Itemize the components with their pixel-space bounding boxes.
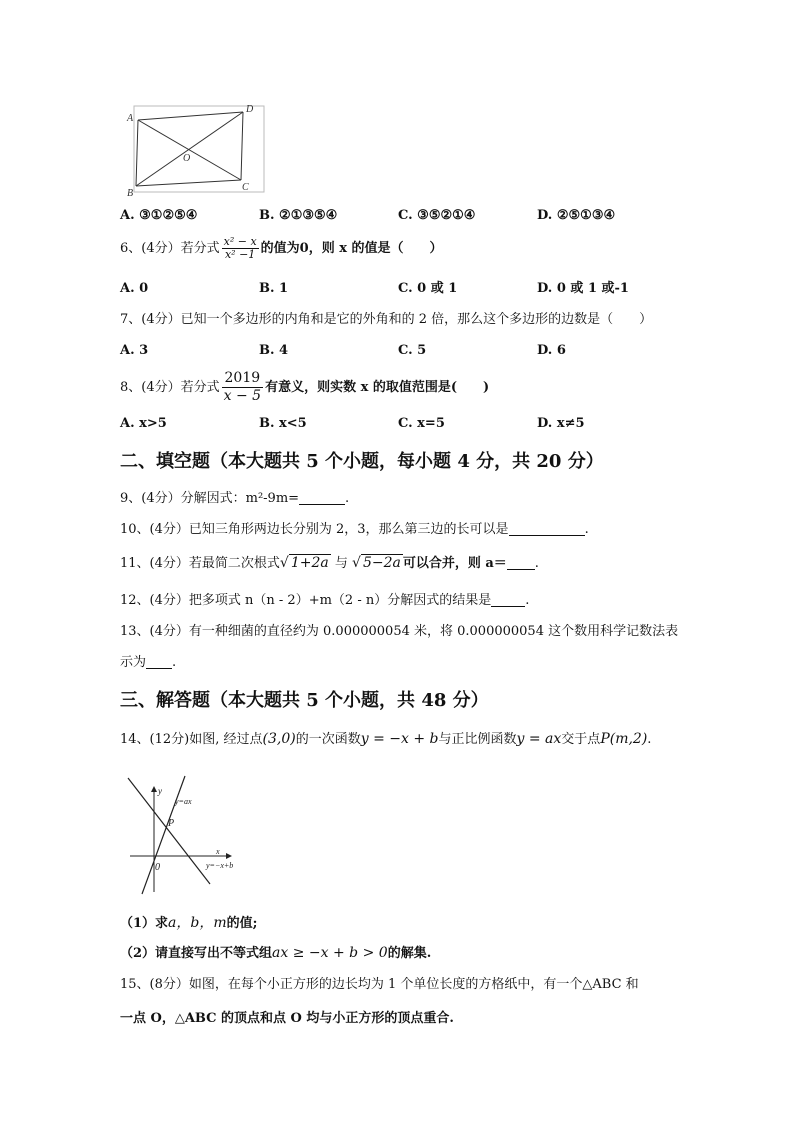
label-o: O — [183, 153, 191, 164]
q11-radicand-1: 1+2a — [290, 555, 329, 571]
label-c: C — [242, 182, 249, 193]
q14-point-p: P(m,2) — [600, 731, 648, 747]
q14-linear-function: y = −x + b — [360, 731, 439, 747]
graph-label-origin: 0 — [155, 862, 160, 873]
q5-option-c: C. ③⑤②①④ — [398, 208, 476, 223]
question-6 — [120, 236, 443, 261]
q12-end: . — [525, 593, 530, 608]
parallelogram-figure — [120, 100, 270, 200]
question-7: 7、(4分）已知一个多边形的内角和是它的外角和的 2 倍，那么这个多边形的边数是（ ） — [120, 312, 653, 327]
q11-radical-1: √ 1+2a — [279, 555, 329, 571]
q5-option-a: A. ③①②⑤④ — [120, 208, 198, 223]
q8-suffix: 有意义，则实数 x 的取值范围是( ) — [265, 380, 490, 395]
side-ba — [136, 120, 138, 186]
question-11 — [120, 554, 539, 573]
q6-prefix: 6、(4分）若分式 — [120, 241, 220, 256]
q14-sub1-vars: a，b，m — [168, 915, 227, 931]
q9-text: 9、(4分）分解因式：m²-9m= — [120, 491, 300, 506]
question-15-line-2: 一点 O，△ABC 的顶点和点 O 均与小正方形的顶点重合. — [120, 1011, 454, 1026]
q7-option-d: D. 6 — [537, 343, 566, 358]
q6-fraction — [222, 236, 259, 261]
q13-answer-blank — [146, 654, 172, 669]
q13-end: . — [172, 655, 177, 670]
q9-end: . — [345, 491, 350, 506]
label-b: B — [127, 188, 134, 199]
graph-label-x: x — [216, 847, 220, 856]
q14-part-3: 的一次函数 — [295, 732, 361, 747]
graph-label-y: y — [158, 786, 162, 796]
q10-answer-blank — [509, 521, 585, 536]
q14-sub2-inequality: ax ≥ −x + b > 0 — [272, 945, 388, 961]
q6-option-d: D. 0 或 1 或-1 — [537, 281, 629, 296]
x-axis-arrow — [226, 853, 232, 859]
q11-suffix: 可以合并，则 a＝ — [402, 556, 507, 571]
q7-option-c: C. 5 — [398, 343, 427, 358]
q6-denominator: x² −1 — [224, 248, 256, 261]
q6-option-a: A. 0 — [120, 281, 149, 296]
q11-mid: 与 — [334, 556, 348, 571]
question-13-line-2 — [120, 654, 176, 672]
q8-option-b: B. x<5 — [259, 416, 307, 431]
q14-sub1-c: 的值; — [226, 916, 258, 931]
y-axis-arrow — [151, 786, 157, 792]
q6-numerator: x² − x — [223, 235, 257, 248]
q11-end: . — [534, 556, 539, 571]
q8-option-a: A. x>5 — [120, 416, 167, 431]
q8-denominator: x − 5 — [223, 388, 262, 404]
diagonal-bd — [136, 112, 243, 186]
label-a: A — [127, 113, 134, 124]
q11-radicand-2: 5−2a — [362, 555, 401, 571]
question-13-line-1: 13、(4分）有一种细菌的直径约为 0.000000054 米，将 0.000000054 这个数用科学记数法表 — [120, 624, 679, 639]
line-y-neg-x-plus-b — [128, 778, 210, 884]
question-14 — [120, 730, 651, 749]
q12-text: 12、(4分）把多项式 n（n - 2）+m（2 - n）分解因式的结果是 — [120, 593, 492, 608]
q11-answer-blank — [507, 555, 535, 570]
line-y-ax — [142, 776, 185, 894]
graph-label-line2: y=−x+b — [206, 861, 234, 870]
q8-option-c: C. x=5 — [398, 416, 445, 431]
question-8 — [120, 370, 489, 405]
question-10 — [120, 521, 589, 539]
graph-label-p: P — [168, 818, 175, 829]
q13-line-2-text: 示为 — [120, 655, 147, 670]
q14-part-7: 交于点 — [561, 732, 601, 747]
question-14-sub-1 — [120, 914, 257, 933]
question-14-sub-2 — [120, 944, 431, 963]
question-9 — [120, 490, 349, 508]
q14-sub2-a: （2）请直接写出不等式组 — [120, 946, 273, 961]
q8-option-d: D. x≠5 — [537, 416, 585, 431]
q14-part-9: . — [647, 732, 652, 747]
q6-suffix: 的值为0，则 x 的值是（ ） — [260, 241, 443, 256]
q11-prefix: 11、(4分）若最简二次根式 — [120, 556, 280, 571]
q8-prefix: 8、(4分）若分式 — [120, 380, 220, 395]
q14-part-5: 与正比例函数 — [438, 732, 517, 747]
q12-answer-blank — [491, 592, 525, 607]
section-3-heading: 三、解答题（本大题共 5 个小题，共 48 分） — [120, 690, 489, 711]
side-ad — [138, 112, 243, 120]
q7-option-b: B. 4 — [259, 343, 289, 358]
q8-numerator: 2019 — [222, 370, 263, 388]
q14-graph — [122, 772, 252, 900]
q10-text: 10、(4分）已知三角形两边长分别为 2，3，那么第三边的长可以是 — [120, 522, 509, 537]
q14-proportional-function: y = ax — [516, 731, 562, 747]
q7-option-a: A. 3 — [120, 343, 149, 358]
label-d: D — [246, 104, 254, 115]
q14-point: (3,0) — [262, 731, 296, 747]
q14-part-1: 14、(12分)如图, 经过点 — [120, 732, 263, 747]
q6-option-b: B. 1 — [259, 281, 289, 296]
q5-option-b: B. ②①③⑤④ — [259, 208, 338, 223]
side-dc — [241, 112, 243, 180]
q5-option-d: D. ②⑤①③④ — [537, 208, 616, 223]
section-2-heading: 二、填空题（本大题共 5 个小题，每小题 4 分，共 20 分） — [120, 451, 604, 472]
question-15-line-1: 15、(8分）如图，在每个小正方形的边长均为 1 个单位长度的方格纸中，有一个△ABC 和 — [120, 977, 639, 992]
side-cb — [136, 180, 241, 186]
q14-sub2-c: 的解集. — [387, 946, 432, 961]
q10-end: . — [584, 522, 589, 537]
question-12 — [120, 592, 529, 610]
graph-label-line1: y=ax — [175, 797, 192, 806]
q8-fraction — [222, 370, 263, 405]
q11-radical-2: √ 5−2a — [352, 555, 401, 571]
q6-option-c: C. 0 或 1 — [398, 281, 458, 296]
diagonal-ac — [138, 120, 241, 180]
q9-answer-blank — [299, 490, 345, 505]
q14-sub1-a: （1）求 — [120, 916, 169, 931]
